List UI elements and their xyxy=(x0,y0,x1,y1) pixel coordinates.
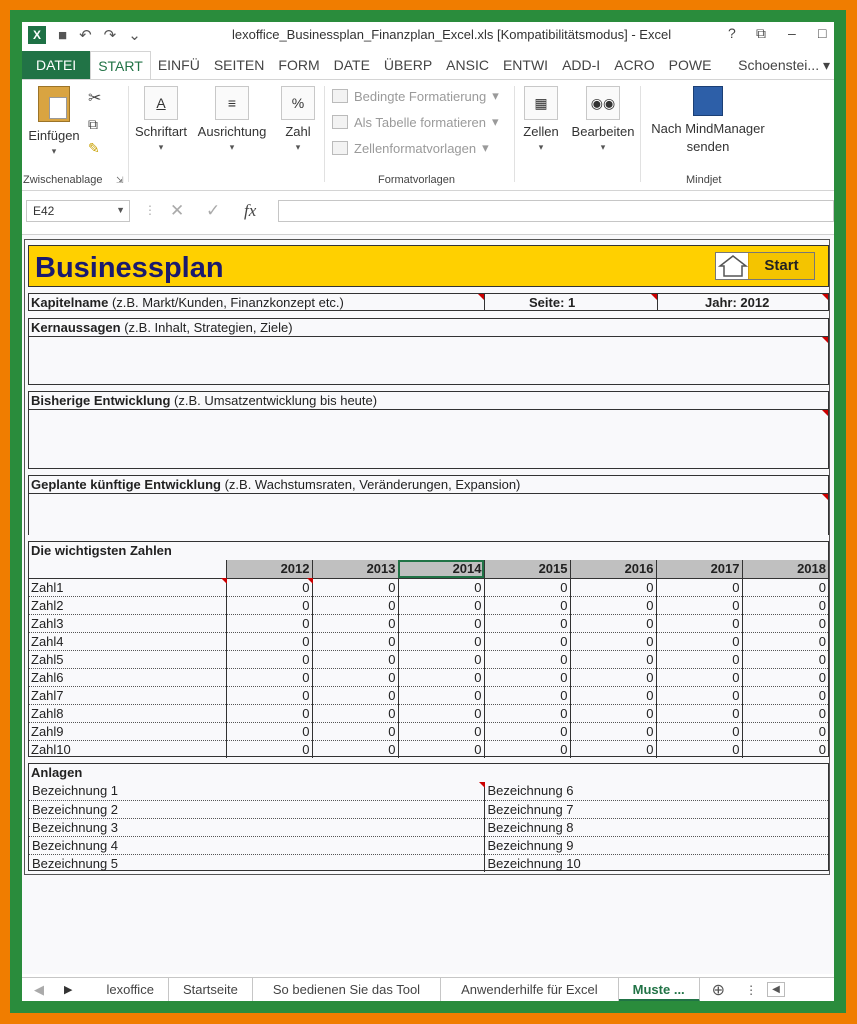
value-cell[interactable]: 0 xyxy=(312,650,398,668)
value-cell[interactable]: 0 xyxy=(570,704,656,722)
value-cell[interactable]: 0 xyxy=(570,596,656,614)
attachment-cell[interactable]: Bezeichnung 5 xyxy=(29,854,484,872)
attachment-cell[interactable]: Bezeichnung 6 xyxy=(484,782,828,800)
mindmanager-icon xyxy=(693,86,723,116)
formula-input[interactable] xyxy=(278,200,834,222)
table-row xyxy=(29,614,828,632)
number-label: Zahl xyxy=(285,124,311,139)
window-title: lexoffice_Businessplan_Finanzplan_Excel.xls [Kompatibilitätsmodus] - Excel xyxy=(232,27,672,42)
alignment-icon: ≡ xyxy=(215,86,249,120)
separator xyxy=(514,86,515,182)
value-cell[interactable]: 0 xyxy=(312,632,398,650)
sheet-tab-startseite[interactable]: Startseite xyxy=(169,978,253,1002)
key-figures-title: Die wichtigsten Zahlen xyxy=(31,543,172,558)
cells-label: Zellen xyxy=(523,124,559,139)
font-icon: A xyxy=(144,86,178,120)
future-development-heading: Geplante künftige Entwicklung (z.B. Wachstumsraten, Veränderungen, Expansion) xyxy=(31,477,521,492)
value-cell[interactable]: 0 xyxy=(656,650,742,668)
tab-ueberpruefen[interactable]: ÜBERP xyxy=(383,57,433,73)
separator xyxy=(128,86,129,182)
value-cell[interactable]: 0 xyxy=(656,704,742,722)
separator xyxy=(640,86,641,182)
user-name: Schoenstei... xyxy=(738,57,820,73)
value-cell[interactable]: 0 xyxy=(570,686,656,704)
value-cell[interactable]: 0 xyxy=(398,632,484,650)
attachment-cell[interactable]: Bezeichnung 10 xyxy=(487,855,581,871)
year-header[interactable]: 2016 xyxy=(570,560,656,578)
future-development-box[interactable] xyxy=(28,475,829,535)
cells-button[interactable]: ▦ Zellen ▾ xyxy=(520,86,562,153)
tab-acrobat[interactable]: ACRO xyxy=(614,57,655,73)
value-cell[interactable]: 0 xyxy=(398,722,484,740)
value-cell[interactable]: 0 xyxy=(226,632,312,650)
add-sheet-icon[interactable]: ⊕ xyxy=(711,981,726,999)
value-cell[interactable]: 0 xyxy=(484,686,570,704)
excel-window xyxy=(22,22,834,1001)
format-as-table-label: Als Tabelle formatieren xyxy=(354,114,486,130)
value-cell[interactable]: 0 xyxy=(570,668,656,686)
value-cell[interactable]: 0 xyxy=(742,668,828,686)
value-cell[interactable]: 0 xyxy=(570,722,656,740)
send-to-mindmanager-button[interactable] xyxy=(644,86,772,156)
cells-icon: ▦ xyxy=(524,86,558,120)
alignment-label: Ausrichtung xyxy=(197,124,267,139)
hscroll-left-icon[interactable]: ◀ xyxy=(767,982,785,997)
conditional-formatting-icon xyxy=(332,89,348,103)
value-cell[interactable]: 0 xyxy=(656,740,742,758)
key-figures-table xyxy=(29,560,828,758)
row-label[interactable]: Zahl5 xyxy=(29,650,226,668)
conditional-formatting-label: Bedingte Formatierung xyxy=(354,88,487,104)
value-cell[interactable]: 0 xyxy=(226,650,312,668)
year-header[interactable]: 2018 xyxy=(742,560,828,578)
value-cell[interactable]: 0 xyxy=(484,740,570,758)
undo-icon[interactable]: ↶ xyxy=(79,27,92,44)
sheet-tab-bedienen[interactable]: So bedienen Sie das Tool xyxy=(253,978,441,1002)
dialog-launcher-icon[interactable]: ⇲ xyxy=(116,175,124,185)
value-cell[interactable]: 0 xyxy=(312,722,398,740)
cut-icon[interactable]: ✂ xyxy=(88,90,102,107)
ribbon-tabs xyxy=(22,51,834,79)
value-cell[interactable]: 0 xyxy=(398,704,484,722)
binoculars-icon: ◉◉ xyxy=(586,86,620,120)
value-cell[interactable]: 0 xyxy=(656,578,742,596)
clipboard-group-label: Zwischenablage xyxy=(23,174,103,186)
tab-entwicklertools[interactable]: ENTWI xyxy=(502,57,549,73)
year-label: Jahr: 2012 xyxy=(705,295,770,310)
table-row xyxy=(29,782,828,800)
value-cell[interactable]: 0 xyxy=(484,722,570,740)
minimize-button[interactable]: – xyxy=(788,25,796,41)
value-cell[interactable]: 0 xyxy=(398,578,484,596)
table-row xyxy=(29,800,828,818)
worksheet[interactable] xyxy=(22,234,834,974)
attachment-cell[interactable]: Bezeichnung 1 xyxy=(29,782,484,800)
value-cell[interactable]: 0 xyxy=(398,650,484,668)
page-number: Seite: 1 xyxy=(529,295,576,310)
value-cell[interactable]: 0 xyxy=(226,578,312,596)
clipboard-group xyxy=(22,80,126,190)
format-as-table-button[interactable]: Als Tabelle formatieren ▾ xyxy=(332,114,499,130)
excel-icon: X xyxy=(28,26,46,44)
value-cell[interactable]: 0 xyxy=(226,722,312,740)
insert-function-icon[interactable]: fx xyxy=(244,201,257,220)
value-cell[interactable]: 0 xyxy=(742,686,828,704)
value-cell[interactable]: 0 xyxy=(570,632,656,650)
font-button[interactable]: A Schriftart ▾ xyxy=(132,86,190,153)
value-cell[interactable]: 0 xyxy=(656,596,742,614)
sheet-tabs-bar xyxy=(22,977,834,1001)
value-cell[interactable]: 0 xyxy=(570,650,656,668)
value-cell[interactable]: 0 xyxy=(484,596,570,614)
editing-label: Bearbeiten xyxy=(571,124,635,139)
value-cell[interactable]: 0 xyxy=(570,740,656,758)
table-row xyxy=(29,740,828,758)
scroll-right-icon[interactable]: ▶ xyxy=(64,984,73,996)
attachment-cell[interactable]: Bezeichnung 2 xyxy=(29,800,484,818)
ribbon xyxy=(22,79,834,191)
row-label[interactable]: Zahl8 xyxy=(29,704,226,722)
scroll-left-icon[interactable]: ◀ xyxy=(34,981,44,997)
more-icon: ⋮ xyxy=(144,203,156,217)
tab-add-ins[interactable]: ADD-I xyxy=(562,57,601,73)
home-icon xyxy=(718,254,748,278)
conditional-formatting-button[interactable]: Bedingte Formatierung ▾ xyxy=(332,88,499,104)
attachment-cell[interactable]: Bezeichnung 7 xyxy=(484,800,828,818)
value-cell[interactable]: 0 xyxy=(312,578,398,596)
sheet-tab-anwenderhilfe[interactable]: Anwenderhilfe für Excel xyxy=(441,978,619,1002)
paste-button[interactable]: Einfügen ▾ xyxy=(26,86,82,157)
help-button[interactable]: ? xyxy=(728,25,736,41)
sheet-tab-lexoffice[interactable]: lexoffice xyxy=(92,978,168,1002)
format-painter-icon[interactable]: ✎ xyxy=(88,140,100,156)
value-cell[interactable]: 0 xyxy=(484,578,570,596)
row-label[interactable]: Zahl2 xyxy=(29,596,226,614)
table-icon xyxy=(332,115,348,129)
value-cell[interactable]: 0 xyxy=(484,668,570,686)
value-cell[interactable]: 0 xyxy=(656,614,742,632)
tab-einfuegen[interactable]: EINFÜ xyxy=(157,57,200,73)
cell-styles-label: Zellenformatvorlagen xyxy=(354,140,477,156)
value-cell[interactable]: 0 xyxy=(312,740,398,758)
year-header[interactable]: 2012 xyxy=(226,560,312,578)
attachment-cell[interactable]: Bezeichnung 3 xyxy=(29,818,484,836)
value-cell[interactable]: 0 xyxy=(742,578,828,596)
mindmanager-label-line2: senden xyxy=(686,139,730,154)
percent-icon: % xyxy=(281,86,315,120)
attachments-table xyxy=(29,782,828,872)
table-row xyxy=(29,704,828,722)
key-statements-heading: Kernaussagen (z.B. Inhalt, Strategien, Ziele) xyxy=(31,320,293,335)
table-row xyxy=(29,836,828,854)
tab-formeln[interactable]: FORM xyxy=(278,57,320,73)
sheet-tab-muster[interactable]: Muste ... xyxy=(619,978,700,1002)
key-figures-box xyxy=(28,541,829,757)
attachment-cell[interactable]: Bezeichnung 9 xyxy=(484,836,828,854)
value-cell[interactable]: 0 xyxy=(226,596,312,614)
name-box-value: E42 xyxy=(33,204,55,218)
row-label[interactable]: Zahl6 xyxy=(29,668,226,686)
table-row xyxy=(29,686,828,704)
page-title: Businessplan xyxy=(35,252,224,284)
start-button[interactable] xyxy=(715,252,815,280)
separator xyxy=(324,86,325,182)
value-cell[interactable]: 0 xyxy=(656,722,742,740)
print-area-border xyxy=(24,239,830,875)
value-cell[interactable]: 0 xyxy=(484,614,570,632)
value-cell[interactable]: 0 xyxy=(226,704,312,722)
value-cell[interactable]: 0 xyxy=(818,741,826,757)
key-statements-box[interactable] xyxy=(28,318,829,385)
mindjet-group-label: Mindjet xyxy=(686,174,722,186)
value-cell[interactable]: 0 xyxy=(312,614,398,632)
year-header[interactable]: 2017 xyxy=(656,560,742,578)
value-cell[interactable]: 0 xyxy=(226,614,312,632)
year-header[interactable]: 2013 xyxy=(312,560,398,578)
year-header-row xyxy=(29,560,828,578)
title-bar xyxy=(22,22,834,48)
clipboard-icon xyxy=(38,86,70,122)
copy-icon[interactable]: ⧉ xyxy=(88,116,98,132)
tab-ansicht[interactable]: ANSIC xyxy=(446,57,489,73)
value-cell[interactable]: 0 xyxy=(398,596,484,614)
row-label[interactable]: Zahl9 xyxy=(29,722,226,740)
year-header[interactable]: 2015 xyxy=(484,560,570,578)
table-row xyxy=(29,650,828,668)
formula-bar xyxy=(22,192,834,230)
value-cell[interactable]: 0 xyxy=(226,668,312,686)
ribbon-display-icon[interactable]: ⧉ xyxy=(756,25,766,41)
past-development-heading: Bisherige Entwicklung (z.B. Umsatzentwicklung bis heute) xyxy=(31,393,378,408)
table-row xyxy=(29,722,828,740)
user-account[interactable]: Schoenstei... ▾ xyxy=(738,57,830,73)
attachment-cell[interactable]: Bezeichnung 8 xyxy=(484,818,828,836)
save-icon[interactable]: ■ xyxy=(58,26,68,44)
redo-icon[interactable]: ↷ xyxy=(103,27,117,44)
value-cell[interactable]: 0 xyxy=(656,632,742,650)
value-cell[interactable]: 0 xyxy=(484,650,570,668)
tab-powerpivot[interactable]: POWE xyxy=(668,57,712,73)
name-box[interactable]: E42 ▼ xyxy=(26,200,130,222)
value-cell[interactable]: 0 xyxy=(742,722,828,740)
tab-daten[interactable]: DATE xyxy=(333,57,370,73)
value-cell[interactable]: 0 xyxy=(484,632,570,650)
styles-group-label: Formatvorlagen xyxy=(378,174,456,186)
alignment-button[interactable]: ≡ Ausrichtung ▾ xyxy=(194,86,270,153)
table-row xyxy=(29,668,828,686)
customize-quick-access-icon[interactable]: ⌄ xyxy=(128,27,141,44)
table-row xyxy=(29,596,828,614)
table-row xyxy=(29,632,828,650)
value-cell[interactable]: 0 xyxy=(398,614,484,632)
row-label[interactable]: Zahl4 xyxy=(29,632,226,650)
tab-seitenlayout[interactable]: SEITEN xyxy=(213,57,265,73)
value-cell[interactable]: 0 xyxy=(312,686,398,704)
attachments-title: Anlagen xyxy=(31,765,83,780)
value-cell[interactable]: 0 xyxy=(742,614,828,632)
title-banner xyxy=(28,245,829,287)
value-cell[interactable]: 0 xyxy=(742,632,828,650)
row-label[interactable]: Zahl10 xyxy=(29,740,226,758)
value-cell[interactable]: 0 xyxy=(398,740,484,758)
value-cell[interactable]: 0 xyxy=(742,596,828,614)
attachment-cell[interactable]: Bezeichnung 4 xyxy=(29,836,484,854)
row-label[interactable]: Zahl1 xyxy=(29,578,226,596)
font-label: Schriftart xyxy=(134,124,187,139)
value-cell[interactable]: 0 xyxy=(570,614,656,632)
maximize-button[interactable]: □ xyxy=(818,25,827,41)
chapter-name: Kapitelname (z.B. Markt/Kunden, Finanzkonzept etc.) xyxy=(31,295,344,310)
editing-button[interactable]: ◉◉ Bearbeiten ▾ xyxy=(568,86,638,153)
value-cell[interactable]: 0 xyxy=(312,596,398,614)
start-label: Start xyxy=(748,253,814,279)
table-row xyxy=(29,818,828,836)
row-label[interactable]: Zahl3 xyxy=(29,614,226,632)
more-icon: ⋮ xyxy=(745,982,758,997)
value-cell[interactable]: 0 xyxy=(656,686,742,704)
mindmanager-label-line1: Nach MindManager xyxy=(651,121,765,136)
row-label[interactable]: Zahl7 xyxy=(29,686,226,704)
attachments-box xyxy=(28,763,829,871)
cell-styles-button[interactable]: Zellenformatvorlagen ▾ xyxy=(332,140,489,156)
value-cell[interactable]: 0 xyxy=(570,578,656,596)
year-header[interactable]: 2014 xyxy=(398,560,484,578)
cell-styles-icon xyxy=(332,141,348,155)
value-cell[interactable]: 0 xyxy=(656,668,742,686)
value-cell[interactable]: 0 xyxy=(312,704,398,722)
value-cell[interactable]: 0 xyxy=(398,668,484,686)
table-row xyxy=(29,854,828,872)
tab-datei[interactable]: DATEI xyxy=(22,51,90,79)
past-development-box[interactable] xyxy=(28,391,829,469)
table-row xyxy=(29,578,828,596)
number-button[interactable]: % Zahl ▾ xyxy=(280,86,316,153)
value-cell[interactable]: 0 xyxy=(742,650,828,668)
enter-icon[interactable]: ✓ xyxy=(206,201,221,220)
paste-label: Einfügen xyxy=(28,128,80,143)
value-cell[interactable]: 0 xyxy=(742,704,828,722)
tab-start[interactable]: START xyxy=(90,51,151,79)
value-cell[interactable]: 0 xyxy=(226,686,312,704)
value-cell[interactable]: 0 xyxy=(226,740,312,758)
value-cell[interactable]: 0 xyxy=(484,704,570,722)
chapter-row[interactable] xyxy=(28,293,829,311)
cancel-icon[interactable]: ✕ xyxy=(170,201,185,220)
value-cell[interactable]: 0 xyxy=(398,686,484,704)
value-cell[interactable]: 0 xyxy=(312,668,398,686)
